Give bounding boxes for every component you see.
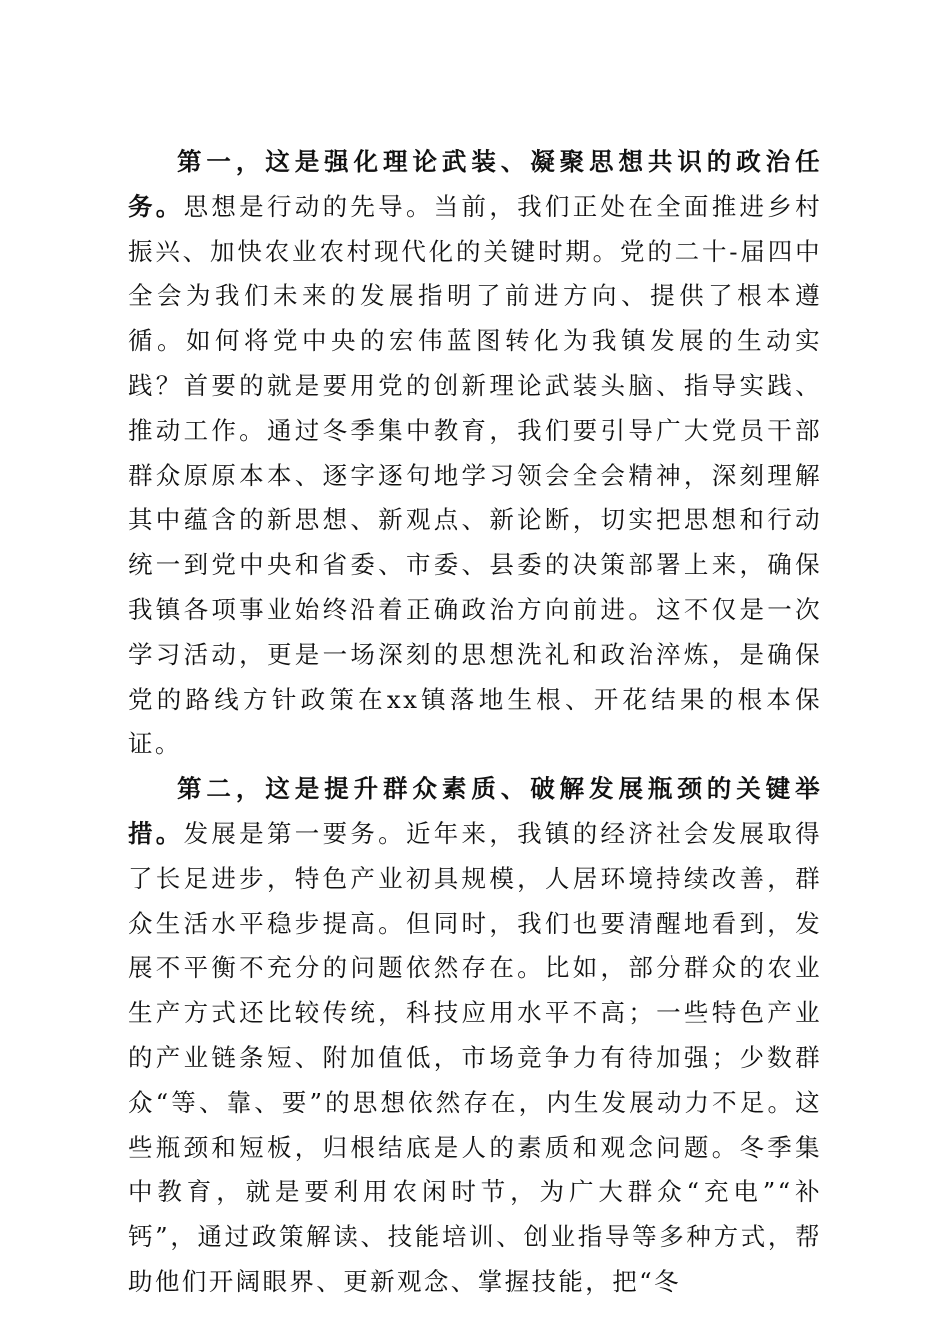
paragraph-1	[128, 140, 822, 767]
paragraph-2-text: 发展是第一要务。近年来，我镇的经济社会发展取得了长足进步，特色产业初具规模，人居环境持续改善，群众生活水平稳步提高。但同时，我们也要清醒地看到，发展不平衡不充分的问题依然存在。比如，部分群众的农业生产方式还比较传统，科技应用水平不高；一些特色产业的产业链条短、附加值低，市场竞争力有待加强；少数群众“等、靠、要”的思想依然存在，内生发展动力不足。这些瓶颈和短板，归根结底是人的素质和观念问题。冬季集中教育，就是要利用农闲时节，为广大群众“充电”“补钙”，通过政策解读、技能培训、创业指导等多种方式，帮助他们开阔眼界、更新观念、掌握技能，把“冬	[128, 818, 822, 1296]
paragraph-1-text: 思想是行动的先导。当前，我们正处在全面推进乡村振兴、加快农业农村现代化的关键时期。党的二十-届四中全会为我们未来的发展指明了前进方向、提供了根本遵循。如何将党中央的宏伟蓝图转化为我镇发展的生动实践？首要的就是要用党的创新理论武装头脑、指导实践、推动工作。通过冬季集中教育，我们要引导广大党员干部群众原原本本、逐字逐句地学习领会全会精神，深刻理解其中蕴含的新思想、新观点、新论断，切实把思想和行动统一到党中央和省委、市委、县委的决策部署上来，确保我镇各项事业始终沿着正确政治方向前进。这不仅是一次学习活动，更是一场深刻的思想洗礼和政治淬炼，是确保党的路线方针政策在xx镇落地生根、开花结果的根本保证。	[128, 191, 822, 759]
document-body	[128, 140, 822, 1305]
paragraph-2-lead: 第二，这是提升群众素质、破解发展瓶颈的关键举措。	[128, 774, 822, 848]
paragraph-1-lead: 第一，这是强化理论武装、凝聚思想共识的政治任务。	[128, 147, 822, 221]
paragraph-2	[128, 767, 822, 1305]
